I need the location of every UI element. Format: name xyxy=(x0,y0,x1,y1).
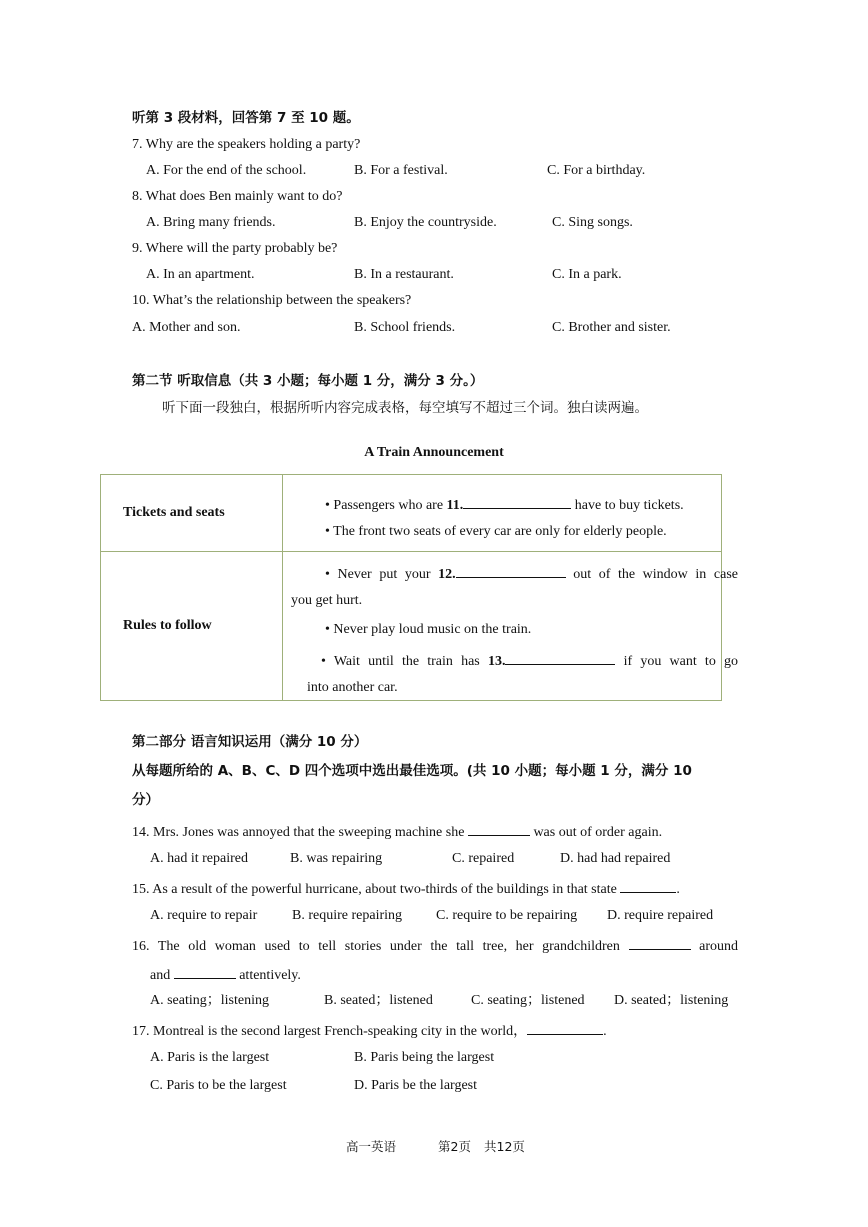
option-c: C. repaired xyxy=(452,851,515,866)
option-d: D. had had repaired xyxy=(560,851,671,866)
option-d: D. require repaired xyxy=(607,908,714,923)
row-content xyxy=(283,552,739,701)
table-title: A Train Announcement xyxy=(364,445,504,460)
option-b: B. Paris being the largest xyxy=(354,1050,495,1065)
table-row xyxy=(101,475,722,552)
blank-number: 11. xyxy=(446,498,464,513)
option-b: B. require repairing xyxy=(292,908,403,923)
answer-blank[interactable] xyxy=(468,821,530,836)
footer-page-number: 第2页 xyxy=(438,1139,471,1154)
answer-blank[interactable] xyxy=(505,650,615,665)
bullet-line: • The front two seats of every car are only for elderly people. xyxy=(325,524,667,539)
table-row xyxy=(101,552,722,701)
part-instruction-cont: 分） xyxy=(132,792,159,808)
option-d: D. Paris be the largest xyxy=(354,1078,477,1093)
option-d: D. seated；listening xyxy=(614,993,729,1008)
question-stem: 10. What’s the relationship between the speakers? xyxy=(132,293,412,308)
question-stem-cont: and attentively. xyxy=(150,964,301,985)
option-a: A. In an apartment. xyxy=(146,267,255,282)
blank-number: 13. xyxy=(487,654,506,669)
announcement-table xyxy=(100,474,739,701)
option-a: A. Mother and son. xyxy=(132,320,241,335)
option-a: A. Bring many friends. xyxy=(146,215,276,230)
answer-blank[interactable] xyxy=(629,935,691,950)
part-heading: 第二部分 语言知识运用（满分 10 分） xyxy=(132,734,368,750)
bullet-continuation: into another car. xyxy=(307,680,398,695)
question-stem: 9. Where will the party probably be? xyxy=(132,241,338,256)
section-instruction: 听下面一段独白，根据所听内容完成表格，每空填写不超过三个词。独白读两遍。 xyxy=(162,400,648,416)
option-c: C. Sing songs. xyxy=(552,215,633,230)
answer-blank[interactable] xyxy=(620,878,676,893)
question-stem: 7. Why are the speakers holding a party? xyxy=(132,137,361,152)
answer-blank[interactable] xyxy=(463,494,571,509)
option-a: A. Paris is the largest xyxy=(150,1050,270,1065)
option-a: A. seating；listening xyxy=(150,993,269,1008)
row-label: Tickets and seats xyxy=(101,475,283,552)
answer-blank[interactable] xyxy=(527,1020,603,1035)
section-heading: 第二节 听取信息（共 3 小题；每小题 1 分，满分 3 分。） xyxy=(132,373,484,389)
option-b: B. In a restaurant. xyxy=(354,267,454,282)
row-label: Rules to follow xyxy=(101,552,283,701)
answer-blank[interactable] xyxy=(456,563,566,578)
option-b: B. For a festival. xyxy=(354,163,448,178)
question-stem: 17. Montreal is the second largest French-speaking city in the world， . xyxy=(132,1020,607,1041)
option-a: A. had it repaired xyxy=(150,851,248,866)
bullet-line: • Passengers who are 11. have to buy tickets. xyxy=(325,494,684,515)
answer-blank[interactable] xyxy=(174,964,236,979)
question-stem: 14. Mrs. Jones was annoyed that the sweeping machine she was out of order again. xyxy=(132,821,662,842)
option-a: A. require to repair xyxy=(150,908,258,923)
option-c: C. For a birthday. xyxy=(547,163,646,178)
blank-number: 12. xyxy=(438,567,456,582)
row-content xyxy=(283,475,722,552)
section-heading: 听第 3 段材料，回答第 7 至 10 题。 xyxy=(132,110,360,126)
footer-subject: 高一英语 xyxy=(346,1139,397,1154)
footer-total-pages: 共12页 xyxy=(484,1139,525,1154)
part-instruction: 从每题所给的 A、B、C、D 四个选项中选出最佳选项。(共 10 小题；每小题 1 分，满分 10 xyxy=(132,763,692,779)
bullet-line: • Never play loud music on the train. xyxy=(325,622,532,637)
bullet-line: • Never put your 12. out of the window in case xyxy=(325,563,738,584)
option-c: C. Paris to be the largest xyxy=(150,1078,287,1093)
question-stem: 15. As a result of the powerful hurricane, about two-thirds of the buildings in that state . xyxy=(132,878,680,899)
question-stem: 16. The old woman used to tell stories under the tall tree, her grandchildren around xyxy=(132,935,738,956)
option-b: B. Enjoy the countryside. xyxy=(354,215,497,230)
option-c: C. seating；listened xyxy=(471,993,585,1008)
bullet-continuation: you get hurt. xyxy=(291,593,363,608)
option-b: B. was repairing xyxy=(290,851,383,866)
option-c: C. require to be repairing xyxy=(436,908,578,923)
option-c: C. In a park. xyxy=(552,267,622,282)
question-stem: 8. What does Ben mainly want to do? xyxy=(132,189,343,204)
option-b: B. School friends. xyxy=(354,320,456,335)
bullet-line: • Wait until the train has 13. if you want to go xyxy=(321,650,738,671)
option-b: B. seated；listened xyxy=(324,993,433,1008)
option-a: A. For the end of the school. xyxy=(146,163,307,178)
option-c: C. Brother and sister. xyxy=(552,320,671,335)
